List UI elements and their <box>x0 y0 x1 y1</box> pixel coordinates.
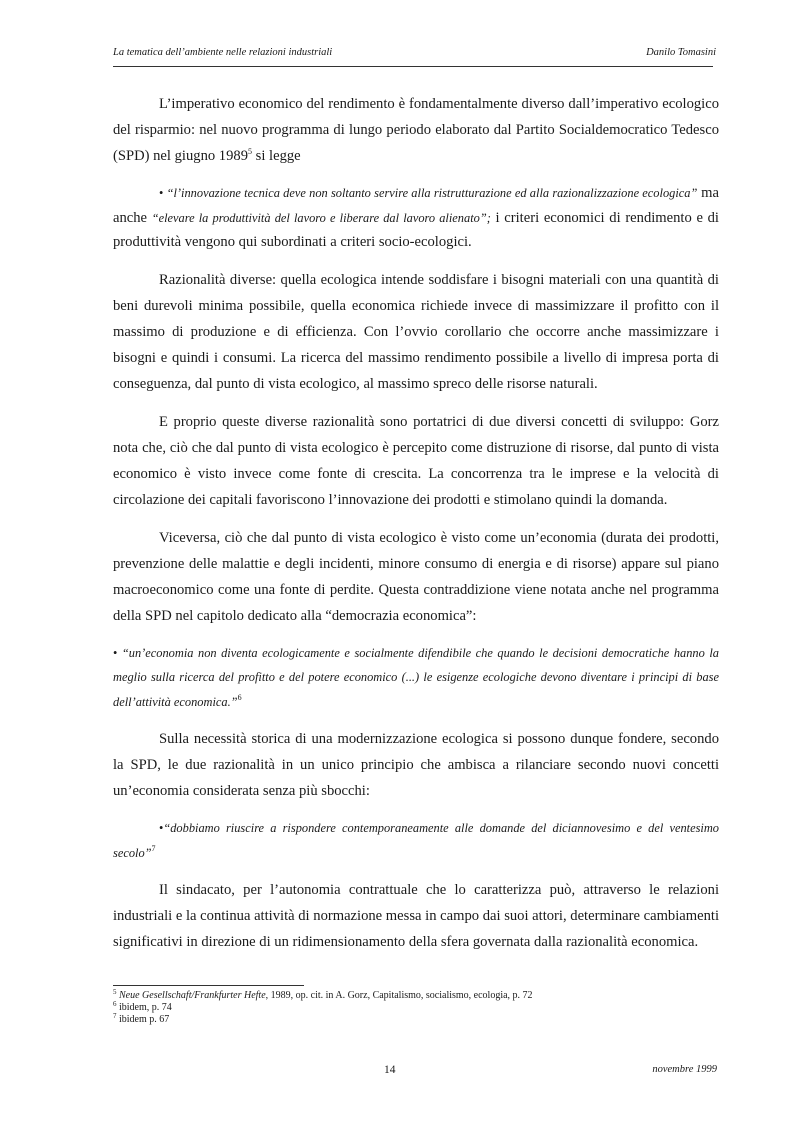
quote-3: •“dobbiamo riuscire a rispondere contemporaneamente alle domande del diciannovesimo e del ventesimo secolo”$^7$ <box>113 821 719 860</box>
page-body <box>113 91 719 967</box>
quote-2: • “un’economia non diventa ecologicamente e socialmente difendibile che quando le decisioni democratiche hanno la meglio sulla ricerca del profitto e del potere economico (...) le esigenze ecologiche devono diventare i principi di base dell’attività economica.”$^6$ <box>113 645 719 709</box>
paragraph-6: Il sindacato, per l’autonomia contrattuale che lo caratterizza può, attraverso le relazioni industriali e la continua attività di normazione messa in campo dai suoi attori, determinare cambiamenti significativi in direzione di un ridimensionamento della sfera governata dalla razionalità economica. <box>113 882 719 950</box>
header-author: Danilo Tomasini <box>646 47 716 58</box>
footnote-ref-6: 6 <box>237 692 242 702</box>
paragraph-2: Razionalità diverse: quella ecologica intende soddisfare i bisogni materiali con una quantità di beni durevoli minima possibile, quella economica richiede invece di massimizzare il profitto con il massimo di produzione e di efficienza. Con l’ovvio corollario che occorre anche massimizzare i bisogni e quindi i consumi. La ricerca del massimo rendimento possibile a livello di impresa porta di conseguenza, dal punto di vista ecologico, al massimo spreco delle risorse naturali. <box>113 271 719 392</box>
footnote-6: $^6$ ibidem, p. 74 <box>113 1000 172 1013</box>
footnote-ref-5: 5 <box>248 147 252 156</box>
footnote-5: $^5$ Neue Gesellschaft/Frankfurter Hefte, 1989, op. cit. in A. Gorz, Capitalismo, socialismo, ecologia, p. 72 <box>113 988 533 1001</box>
footnote-divider <box>113 985 304 986</box>
footnote-ref-7: 7 <box>151 843 156 853</box>
running-header <box>113 47 716 63</box>
page-number: 14 <box>384 1064 396 1076</box>
footnote-7: $^7$ ibidem p. 67 <box>113 1012 170 1025</box>
footnotes <box>113 990 713 1026</box>
bullet: • <box>159 821 164 835</box>
footer-date: novembre 1999 <box>652 1064 717 1075</box>
paragraph-4: Viceversa, ciò che dal punto di vista ecologico è visto come un’economia (durata dei prodotti, prevenzione delle malattie e degli incidenti, minore consumo di energia e di risorse) appare sul piano macroeconomico come una fonte di perdite. Questa contraddizione viene notata anche nel programma della SPD nel capitolo dedicato alla “democrazia economica”: <box>113 529 719 624</box>
header-divider <box>113 66 713 67</box>
paragraph-3: E proprio queste diverse razionalità sono portatrici di due diversi concetti di sviluppo: Gorz nota che, ciò che dal punto di vista ecologico è percepito come distruzione di risorse, dal punto di vista economico è visto invece come fonte di crescita. La concorrenza tra le imprese e la velocità di circolazione dei capitali favoriscono l’innovazione dei prodotti e stimolano quindi la domanda. <box>113 413 719 508</box>
header-title: La tematica dell’ambiente nelle relazioni industriali <box>113 47 333 58</box>
paragraph-1: L’imperativo economico del rendimento è fondamentalmente diverso dall’imperativo ecologico del risparmio: nel nuovo programma di lungo periodo elaborato dal Partito Socialdemocratico Tedesco (SPD) nel giugno 1989$^5$ si legge <box>113 96 719 164</box>
paragraph-5: Sulla necessità storica di una modernizzazione ecologica si possono dunque fondere, secondo la SPD, le due razionalità in un unico principio che ambisca a rilanciare secondo nuovi concetti un’economia considerata senza più sbocchi: <box>113 731 719 799</box>
bullet: • <box>113 645 118 660</box>
bullet: • <box>159 186 164 200</box>
quote-1: • “l’innovazione tecnica deve non soltanto servire alla ristrutturazione ed alla razionalizzazione ecologica” ma anche “elevare la produttività del lavoro e liberare dal lavoro alienato”; i criteri economici di rendimento e di produttività vengono qui subordinati a criteri socio-ecologici. <box>113 185 719 250</box>
